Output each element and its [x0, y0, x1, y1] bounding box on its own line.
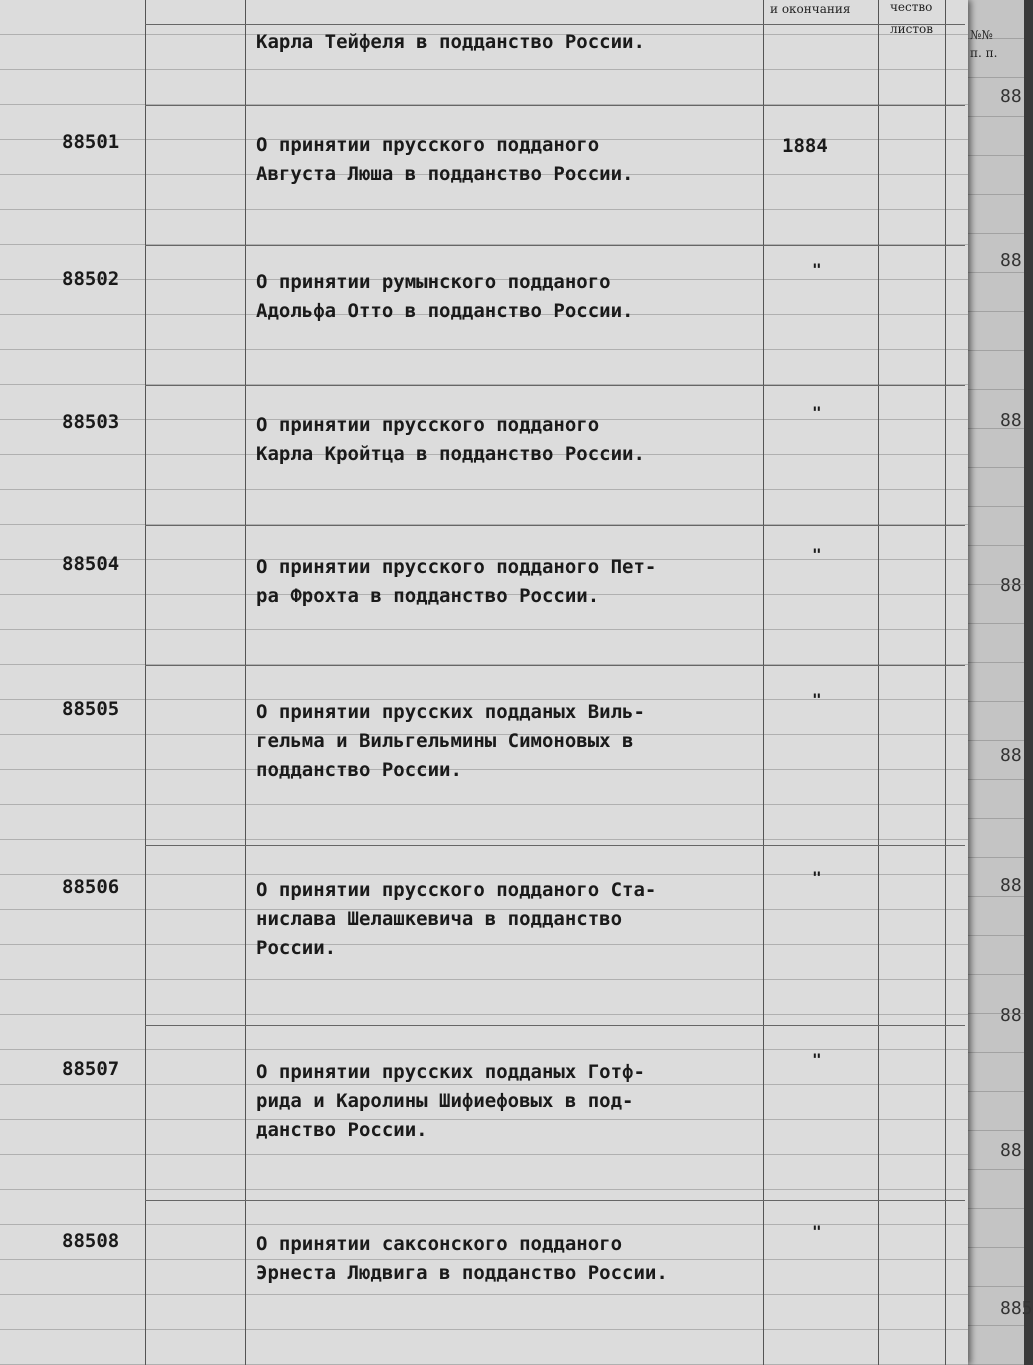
count-column-header: чество листов [890, 0, 933, 36]
record-title: О принятии прусского подданого Пет- ра Фрохта в подданство России. [256, 556, 657, 607]
record-rule [145, 665, 965, 666]
ditto-mark: " [812, 260, 822, 279]
record-number: 88504 [62, 553, 120, 575]
record-number: 88508 [62, 1230, 120, 1252]
record-rule [145, 245, 965, 246]
continued-line: Карла Тейфеля в подданство России. [256, 31, 645, 53]
record-rule [145, 105, 965, 106]
column-divider [878, 0, 879, 1365]
ditto-mark: " [812, 1222, 822, 1241]
ditto-mark: " [812, 868, 822, 887]
underlying-page-number: 88 [1000, 1140, 1022, 1161]
ditto-mark: " [812, 690, 822, 709]
underlying-page-number: 88 [1000, 1005, 1022, 1026]
record-number: 88502 [62, 268, 120, 290]
record-rule [145, 385, 965, 386]
dates-column-header: и окончания [770, 2, 851, 16]
record-rule [145, 1025, 965, 1026]
underlying-page-number: 88 [1000, 410, 1022, 431]
record-title: О принятии прусского подданого Ста- нислава Шелашкевича в подданство России. [256, 879, 657, 959]
record-rule [145, 525, 965, 526]
column-divider [145, 0, 146, 1365]
column-divider [945, 0, 946, 1365]
underlying-page-number: 88 [1000, 575, 1022, 596]
record-title: О принятии прусского подданого Августа Люша в подданство России. [256, 134, 634, 185]
record-title: О принятии прусских подданых Виль- гельма и Вильгельмины Симоновых в подданство России. [256, 701, 645, 781]
record-number: 88503 [62, 411, 120, 433]
number-column-header: №№ п. п. [970, 28, 998, 60]
ditto-mark: " [812, 403, 822, 422]
record-title: О принятии саксонского подданого Эрнеста Людвига в подданство России. [256, 1233, 668, 1284]
record-number: 88501 [62, 131, 120, 153]
header-rule [145, 24, 965, 25]
underlying-page-number: 88 [1000, 745, 1022, 766]
underlying-page-number: 885 [1000, 1298, 1033, 1319]
underlying-page-number: 88 [1000, 875, 1022, 896]
record-rule [145, 1200, 965, 1201]
record-title: О принятии прусского подданого Карла Кройтца в подданство России. [256, 414, 645, 465]
record-number: 88506 [62, 876, 120, 898]
record-date: 1884 [782, 135, 828, 157]
ditto-mark: " [812, 545, 822, 564]
underlying-page-number: 88 [1000, 250, 1022, 271]
ditto-mark: " [812, 1050, 822, 1069]
column-divider [763, 0, 764, 1365]
record-number: 88507 [62, 1058, 120, 1080]
record-title: О принятии прусских подданых Готф- рида и Каролины Шифиефовых в под- данство России. [256, 1061, 645, 1141]
record-rule [145, 845, 965, 846]
record-title: О принятии румынского подданого Адольфа Отто в подданство России. [256, 271, 634, 322]
record-number: 88505 [62, 698, 120, 720]
column-divider [245, 0, 246, 1365]
underlying-page-number: 88 [1000, 86, 1022, 107]
